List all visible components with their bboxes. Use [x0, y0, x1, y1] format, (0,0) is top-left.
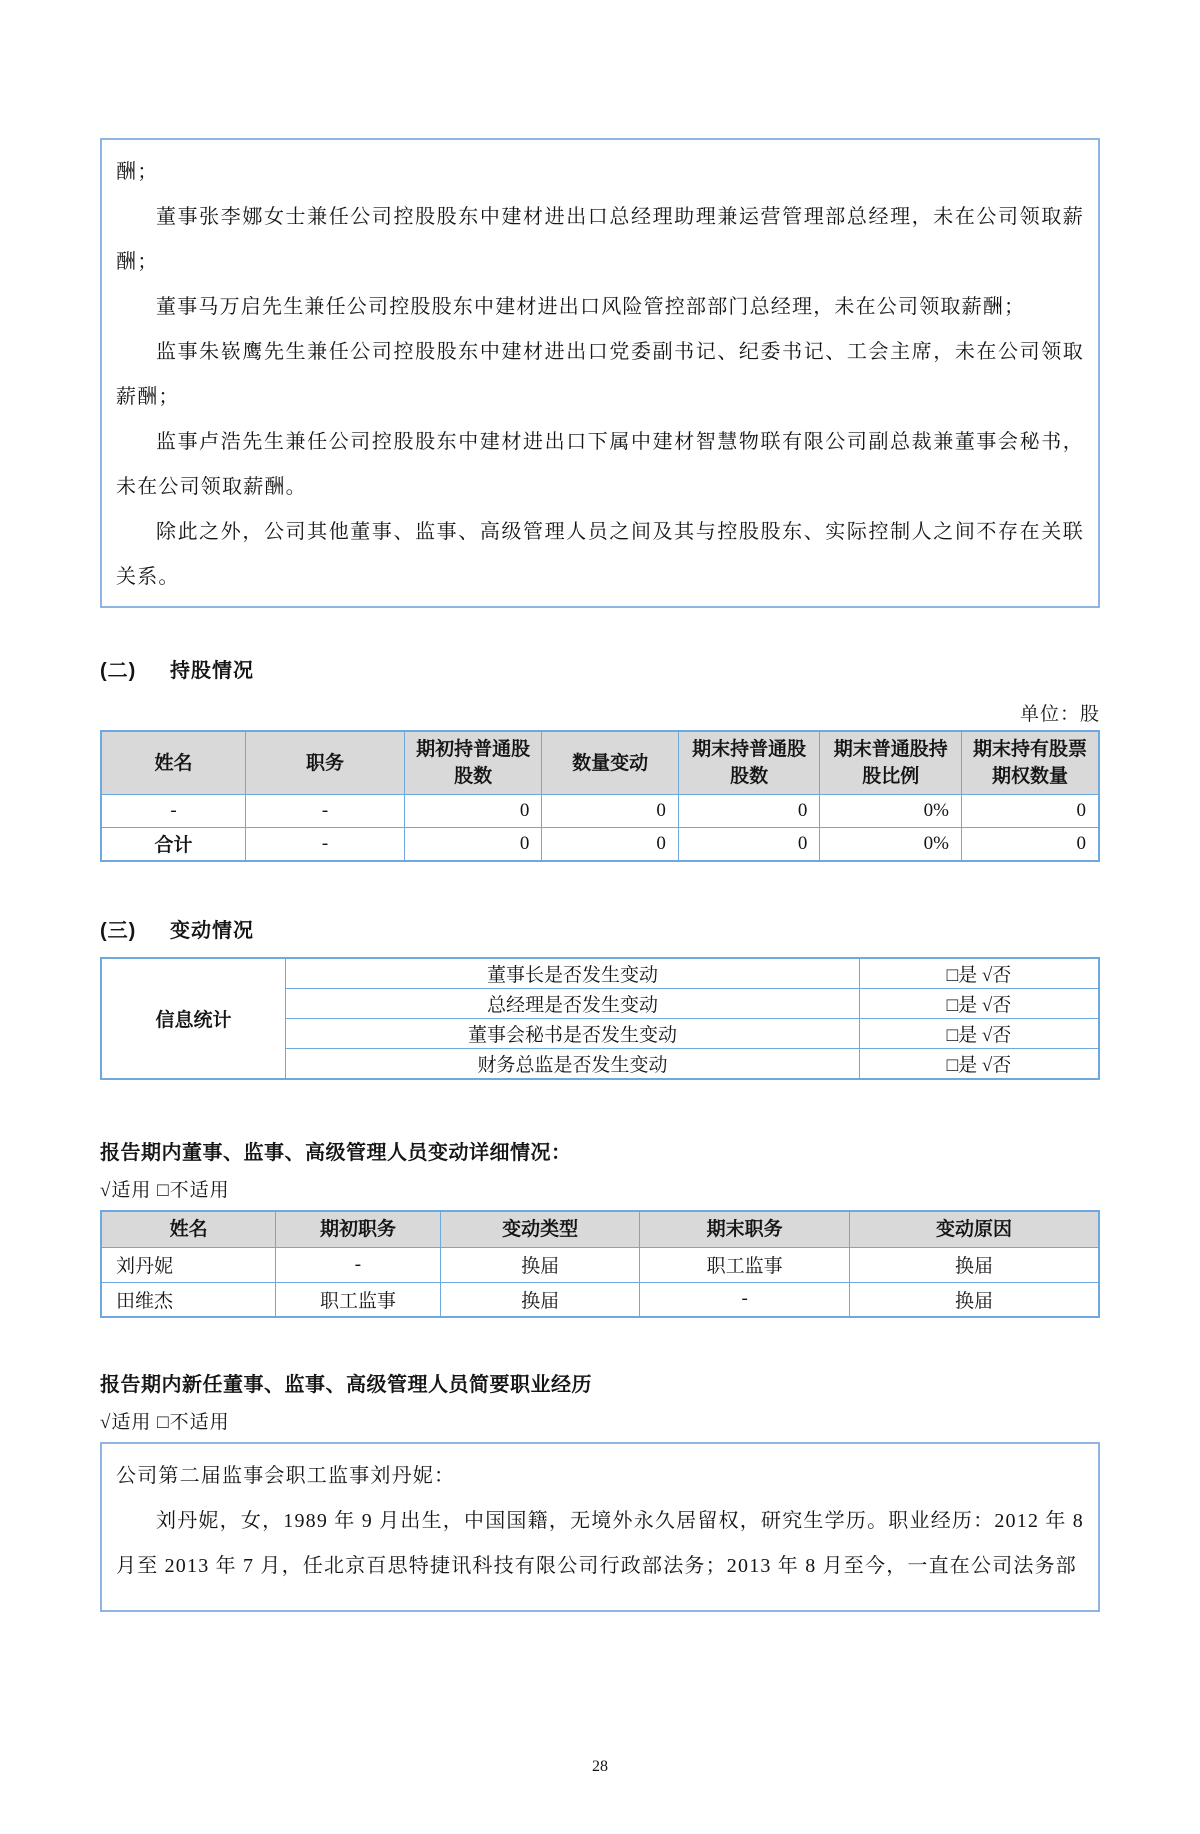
section-label: (二) [100, 660, 137, 682]
cell-total-label: 合计 [101, 828, 246, 861]
paragraph: 刘丹妮，女，1989 年 9 月出生，中国国籍，无境外永久居留权，研究生学历。职业经历：2012 年 8 月至 2013 年 7 月，任北京百思特捷讯科技有限公司行政部法务；2013 年 8 月至今，一直在公司法务部 [116, 1510, 1084, 1577]
row-header: 信息统计 [101, 958, 286, 1079]
section-heading-shareholding [100, 654, 1100, 683]
column-header: 姓名 [101, 731, 246, 795]
cell-name: - [101, 795, 246, 828]
table-row-total [101, 828, 1099, 861]
table-row [101, 795, 1099, 828]
change-status-table [100, 957, 1100, 1080]
cell-question: 总经理是否发生变动 [286, 988, 860, 1018]
cell-value: 0 [678, 828, 820, 861]
section-heading-changes [100, 914, 1100, 943]
cell-name: 刘丹妮 [101, 1247, 276, 1282]
change-detail-heading: 报告期内董事、监事、高级管理人员变动详细情况： [100, 1141, 572, 1164]
paragraph: 董事张李娜女士兼任公司控股股东中建材进出口总经理助理兼运营管理部总经理，未在公司领取薪酬； [116, 206, 1084, 273]
table-row [101, 958, 1099, 989]
career-text-box [100, 1442, 1100, 1612]
paragraph: 公司第二届监事会职工监事刘丹妮： [116, 1465, 456, 1487]
cell-start-position: - [276, 1247, 441, 1282]
cell-start-position: 职工监事 [276, 1282, 441, 1317]
table-header-row [101, 731, 1099, 795]
column-header: 变动类型 [440, 1211, 640, 1248]
cell-position: - [246, 828, 405, 861]
cell-value: 0% [820, 795, 962, 828]
column-header: 期初持普通股股数 [404, 731, 541, 795]
cell-value: 0 [542, 795, 678, 828]
applicability-line: √适用 □不适用 [100, 1179, 230, 1201]
column-header: 期末普通股持股比例 [820, 731, 962, 795]
cell-value: 0 [961, 828, 1099, 861]
paragraph: 酬； [116, 161, 159, 183]
cell-change-type: 换届 [440, 1247, 640, 1282]
remuneration-text-box [100, 138, 1100, 608]
column-header: 姓名 [101, 1211, 276, 1248]
cell-answer: □是 √否 [859, 1048, 1099, 1079]
column-header: 期末职务 [640, 1211, 850, 1248]
table-row [101, 1247, 1099, 1282]
cell-change-reason: 换届 [849, 1282, 1099, 1317]
column-header: 期初职务 [276, 1211, 441, 1248]
cell-question: 财务总监是否发生变动 [286, 1048, 860, 1079]
cell-position: - [246, 795, 405, 828]
cell-name: 田维杰 [101, 1282, 276, 1317]
table-row [101, 1282, 1099, 1317]
unit-note: 单位：股 [1019, 704, 1100, 725]
cell-value: 0 [542, 828, 678, 861]
table-header-row [101, 1211, 1099, 1248]
shareholding-table [100, 730, 1100, 862]
cell-end-position: - [640, 1282, 850, 1317]
cell-change-reason: 换届 [849, 1247, 1099, 1282]
cell-value: 0 [404, 828, 541, 861]
cell-answer: □是 √否 [859, 1018, 1099, 1048]
section-title: 持股情况 [170, 660, 254, 682]
cell-question: 董事长是否发生变动 [286, 958, 860, 989]
page-number: 28 [592, 1758, 608, 1775]
paragraph: 监事卢浩先生兼任公司控股股东中建材进出口下属中建材智慧物联有限公司副总裁兼董事会秘书，未在公司领取薪酬。 [116, 431, 1084, 498]
cell-value: 0 [404, 795, 541, 828]
document-page [0, 138, 1200, 1834]
column-header: 数量变动 [542, 731, 678, 795]
column-header: 变动原因 [849, 1211, 1099, 1248]
column-header: 职务 [246, 731, 405, 795]
cell-question: 董事会秘书是否发生变动 [286, 1018, 860, 1048]
paragraph: 除此之外，公司其他董事、监事、高级管理人员之间及其与控股股东、实际控制人之间不存在关联关系。 [116, 521, 1084, 588]
cell-change-type: 换届 [440, 1282, 640, 1317]
personnel-change-table [100, 1210, 1100, 1319]
cell-value: 0% [820, 828, 962, 861]
applicability-line: √适用 □不适用 [100, 1412, 230, 1433]
section-label: (三) [100, 919, 137, 942]
cell-end-position: 职工监事 [640, 1247, 850, 1282]
column-header: 期末持有股票期权数量 [961, 731, 1099, 795]
career-heading: 报告期内新任董事、监事、高级管理人员简要职业经历 [100, 1374, 592, 1396]
cell-answer: □是 √否 [859, 958, 1099, 989]
cell-value: 0 [678, 795, 820, 828]
column-header: 期末持普通股股数 [678, 731, 820, 795]
cell-answer: □是 √否 [859, 988, 1099, 1018]
paragraph: 监事朱嵚鹰先生兼任公司控股股东中建材进出口党委副书记、纪委书记、工会主席，未在公司领取薪酬； [116, 341, 1084, 408]
paragraph: 董事马万启先生兼任公司控股股东中建材进出口风险管控部部门总经理，未在公司领取薪酬； [156, 296, 1026, 318]
cell-value: 0 [961, 795, 1099, 828]
section-title: 变动情况 [170, 919, 254, 942]
